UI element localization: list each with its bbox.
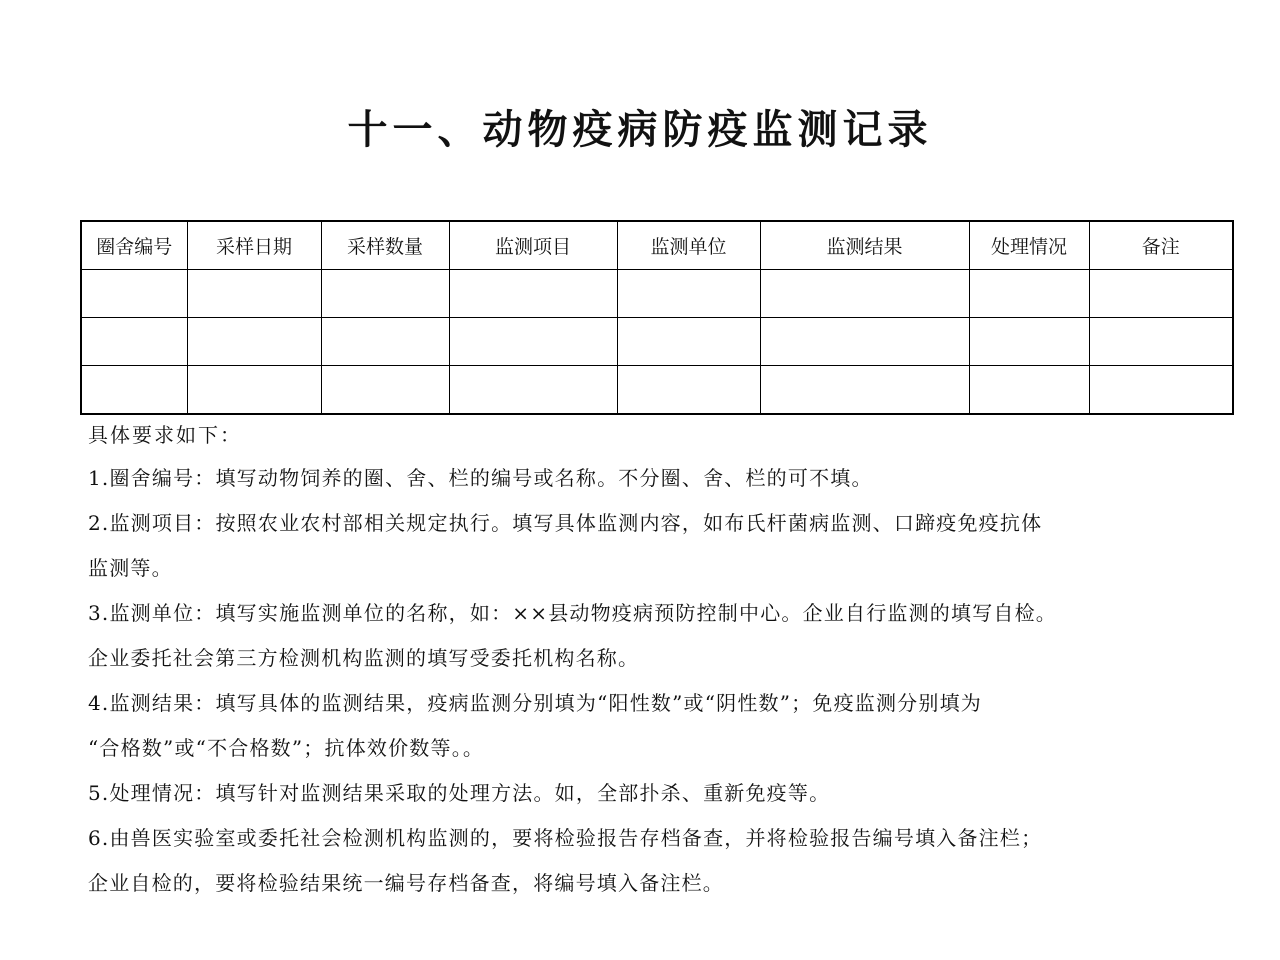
header-monitoring-item: 监测项目 [449, 221, 617, 270]
table-cell[interactable] [617, 270, 760, 318]
table-row [81, 318, 1233, 366]
monitoring-record-table [80, 220, 1234, 415]
header-monitoring-unit: 监测单位 [617, 221, 760, 270]
header-sampling-date: 采样日期 [187, 221, 321, 270]
requirement-item-report-archiving: 6.由兽医实验室或委托社会检测机构监测的，要将检验报告存档备查，并将检验报告编号填入备注栏； 企业自检的，要将检验结果统一编号存档备查，将编号填入备注栏。 [88, 826, 1043, 895]
table-cell[interactable] [617, 366, 760, 415]
table-cell[interactable] [321, 366, 449, 415]
table-cell[interactable] [617, 318, 760, 366]
table-cell[interactable] [969, 270, 1089, 318]
table-cell[interactable] [187, 270, 321, 318]
requirements-heading: 具体要求如下： [88, 423, 242, 447]
requirement-item-monitoring-result: 4.监测结果：填写具体的监测结果，疫病监测分别填为“阳性数”或“阴性数”；免疫监测分别填为 “合格数”或“不合格数”；抗体效价数等。。 [88, 691, 982, 760]
table-cell[interactable] [81, 366, 187, 415]
requirement-item-monitoring-unit: 3.监测单位：填写实施监测单位的名称，如：××县动物疫病预防控制中心。企业自行监测的填写自检。 企业委托社会第三方检测机构监测的填写受委托机构名称。 [88, 601, 1057, 670]
table-cell[interactable] [1089, 366, 1233, 415]
table-cell[interactable] [760, 366, 969, 415]
table-header-row [81, 221, 1233, 270]
table-cell[interactable] [81, 318, 187, 366]
header-remarks: 备注 [1089, 221, 1233, 270]
table-cell[interactable] [81, 270, 187, 318]
table-cell[interactable] [321, 318, 449, 366]
table-cell[interactable] [1089, 318, 1233, 366]
requirement-item-handling: 5.处理情况：填写针对监测结果采取的处理方法。如，全部扑杀、重新免疫等。 [88, 781, 831, 805]
table-cell[interactable] [187, 318, 321, 366]
header-pen-number: 圈舍编号 [81, 221, 187, 270]
table-cell[interactable] [760, 318, 969, 366]
table-cell[interactable] [449, 318, 617, 366]
header-handling: 处理情况 [969, 221, 1089, 270]
table-row [81, 270, 1233, 318]
table-cell[interactable] [449, 270, 617, 318]
requirements-section [88, 418, 1238, 906]
requirement-item-pen-number: 1.圈舍编号：填写动物饲养的圈、舍、栏的编号或名称。不分圈、舍、栏的可不填。 [88, 466, 873, 490]
table-cell[interactable] [187, 366, 321, 415]
table-cell[interactable] [969, 366, 1089, 415]
header-sample-quantity: 采样数量 [321, 221, 449, 270]
table-cell[interactable] [321, 270, 449, 318]
table-cell[interactable] [760, 270, 969, 318]
page-title: 十一、动物疫病防疫监测记录 [347, 107, 933, 153]
table-cell[interactable] [1089, 270, 1233, 318]
table-cell[interactable] [449, 366, 617, 415]
header-monitoring-result: 监测结果 [760, 221, 969, 270]
table-row [81, 366, 1233, 415]
requirement-item-monitoring-item: 2.监测项目：按照农业农村部相关规定执行。填写具体监测内容，如布氏杆菌病监测、口蹄疫免疫抗体 监测等。 [88, 511, 1043, 580]
table-cell[interactable] [969, 318, 1089, 366]
